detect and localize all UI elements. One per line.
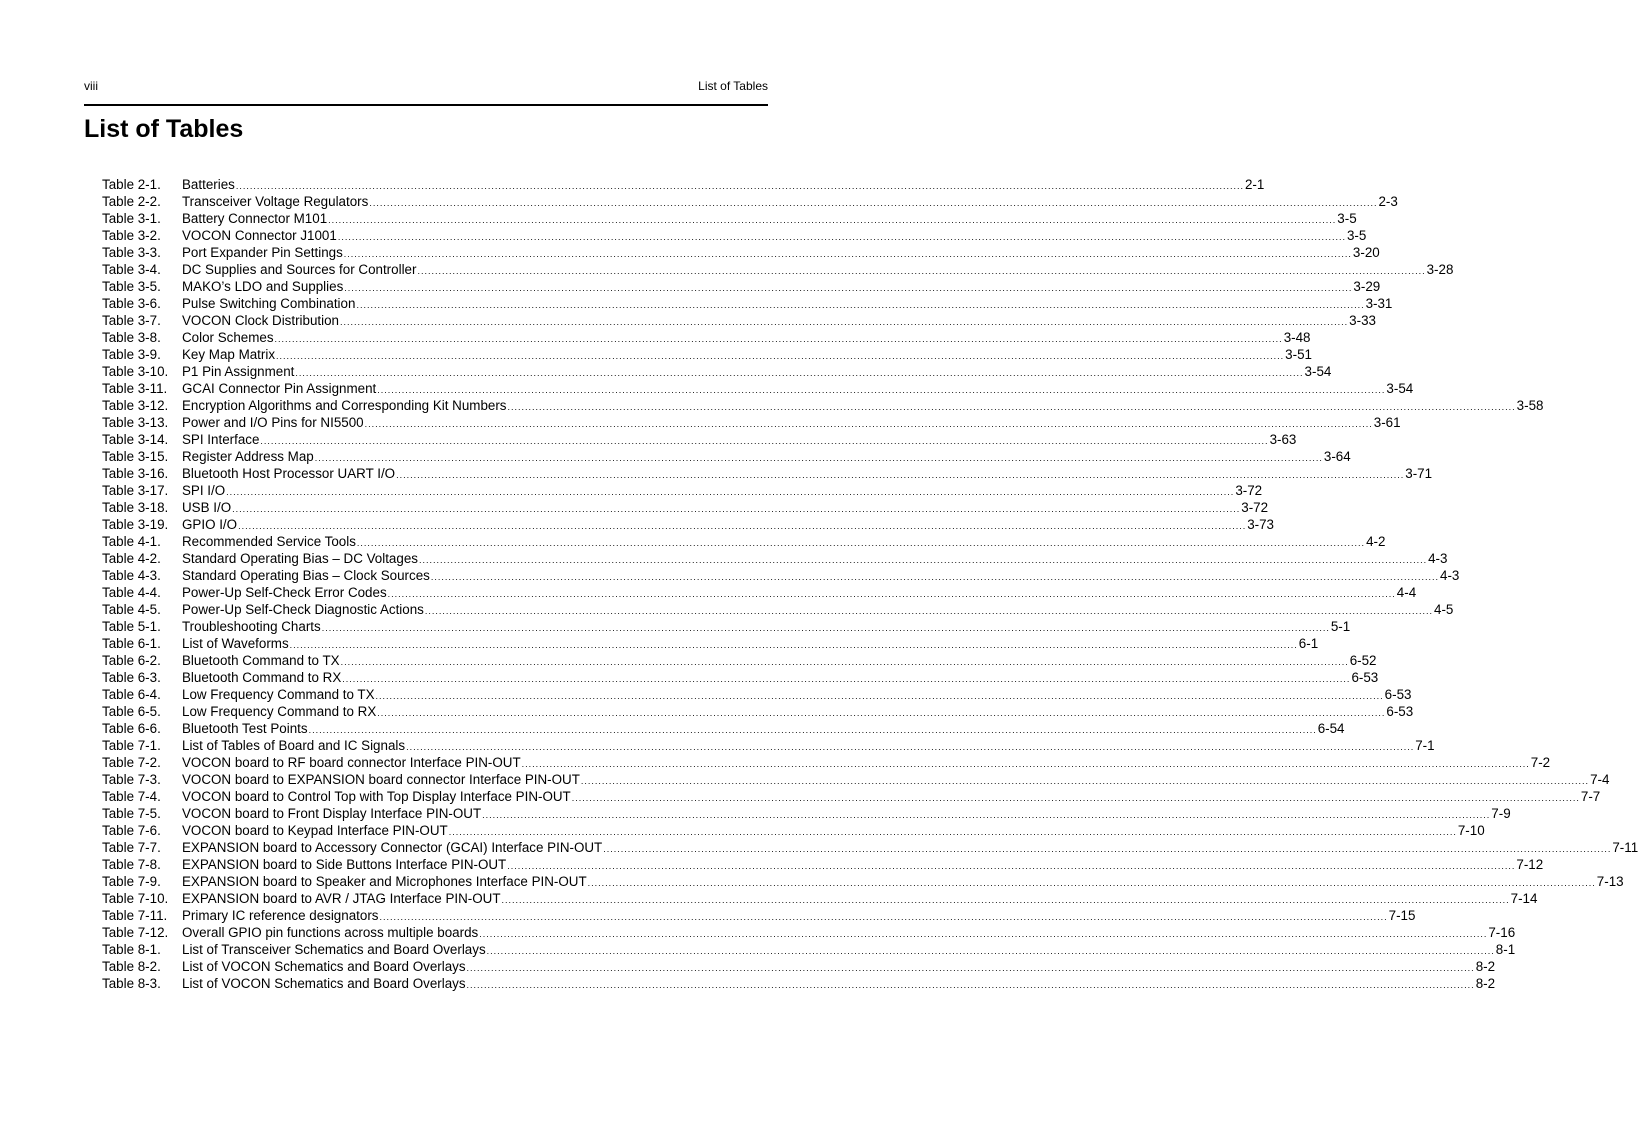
table-number: Table 2-2. bbox=[102, 194, 161, 209]
table-title: GPIO I/O bbox=[182, 517, 238, 532]
page-reference: 8-2 bbox=[1475, 959, 1496, 974]
table-title: Standard Operating Bias – Clock Sources bbox=[182, 568, 430, 583]
toc-entry[interactable] bbox=[102, 686, 1412, 703]
page-reference: 7-7 bbox=[1580, 789, 1601, 804]
table-number: Table 7-12. bbox=[102, 925, 169, 940]
dot-leader bbox=[377, 705, 1385, 722]
page-reference: 6-53 bbox=[1384, 687, 1412, 702]
table-number: Table 3-17. bbox=[102, 483, 169, 498]
toc-entry[interactable] bbox=[102, 346, 1312, 363]
dot-leader bbox=[522, 756, 1530, 773]
page-number: viii bbox=[84, 79, 98, 93]
table-title: EXPANSION board to Speaker and Microphones Interface PIN-OUT bbox=[182, 874, 587, 889]
toc-entry[interactable] bbox=[102, 431, 1297, 448]
table-title: GCAI Connector Pin Assignment bbox=[182, 381, 377, 396]
toc-entry[interactable] bbox=[102, 550, 1448, 567]
page-reference: 3-20 bbox=[1352, 245, 1380, 260]
toc-entry[interactable] bbox=[102, 652, 1377, 669]
dot-leader bbox=[581, 773, 1589, 790]
dot-leader bbox=[236, 178, 1244, 195]
dot-leader bbox=[603, 841, 1611, 858]
dot-leader bbox=[276, 348, 1284, 365]
table-number: Table 5-1. bbox=[102, 619, 161, 634]
page-reference: 7-10 bbox=[1457, 823, 1485, 838]
table-title: MAKO’s LDO and Supplies bbox=[182, 279, 344, 294]
table-number: Table 3-7. bbox=[102, 313, 161, 328]
table-title: VOCON Clock Distribution bbox=[182, 313, 340, 328]
toc-entry[interactable] bbox=[102, 771, 1610, 788]
page-reference: 6-52 bbox=[1349, 653, 1377, 668]
toc-entry[interactable] bbox=[102, 516, 1275, 533]
table-number: Table 3-11. bbox=[102, 381, 168, 396]
table-number: Table 6-2. bbox=[102, 653, 161, 668]
toc-entry[interactable] bbox=[102, 193, 1398, 210]
toc-entry[interactable] bbox=[102, 499, 1269, 516]
dot-leader bbox=[232, 501, 1240, 518]
table-number: Table 3-19. bbox=[102, 517, 169, 532]
page-reference: 8-1 bbox=[1495, 942, 1516, 957]
table-number: Table 8-3. bbox=[102, 976, 161, 991]
page-reference: 3-28 bbox=[1426, 262, 1454, 277]
table-title: Bluetooth Host Processor UART I/O bbox=[182, 466, 396, 481]
toc-entry[interactable] bbox=[102, 312, 1376, 329]
table-title: Battery Connector M101 bbox=[182, 211, 328, 226]
table-number: Table 2-1. bbox=[102, 177, 161, 192]
toc-entry[interactable] bbox=[102, 380, 1414, 397]
page-reference: 3-31 bbox=[1365, 296, 1393, 311]
dot-leader bbox=[260, 433, 1268, 450]
dot-leader bbox=[365, 416, 1373, 433]
table-number: Table 3-14. bbox=[102, 432, 169, 447]
table-title: Batteries bbox=[182, 177, 235, 192]
page-reference: 4-3 bbox=[1428, 551, 1448, 566]
page-reference: 4-5 bbox=[1434, 602, 1454, 617]
table-title: List of Transceiver Schematics and Board Overlays bbox=[182, 942, 486, 957]
table-title: P1 Pin Assignment bbox=[182, 364, 295, 379]
table-number: Table 6-3. bbox=[102, 670, 161, 685]
dot-leader bbox=[507, 858, 1515, 875]
page-reference: 7-14 bbox=[1510, 891, 1538, 906]
table-title: VOCON board to Front Display Interface PIN-OUT bbox=[182, 806, 482, 821]
table-number: Table 7-8. bbox=[102, 857, 161, 872]
page-reference: 7-1 bbox=[1415, 738, 1435, 753]
table-title: VOCON board to EXPANSION board connector Interface PIN-OUT bbox=[182, 772, 580, 787]
table-title: EXPANSION board to AVR / JTAG Interface PIN-OUT bbox=[182, 891, 501, 906]
dot-leader bbox=[487, 943, 1495, 960]
table-number: Table 3-15. bbox=[102, 449, 169, 464]
table-number: Table 3-3. bbox=[102, 245, 161, 260]
toc-entry[interactable] bbox=[102, 567, 1460, 584]
table-number: Table 4-3. bbox=[102, 568, 161, 583]
dot-leader bbox=[357, 535, 1365, 552]
table-number: Table 8-1. bbox=[102, 942, 161, 957]
dot-leader bbox=[315, 450, 1323, 467]
table-title: EXPANSION board to Side Buttons Interface PIN-OUT bbox=[182, 857, 507, 872]
dot-leader bbox=[341, 654, 1349, 671]
table-number: Table 6-1. bbox=[102, 636, 161, 651]
table-number: Table 4-4. bbox=[102, 585, 161, 600]
page-reference: 4-2 bbox=[1366, 534, 1386, 549]
dot-leader bbox=[388, 586, 1396, 603]
toc-entry[interactable] bbox=[102, 941, 1516, 958]
table-title: Low Frequency Command to TX bbox=[182, 687, 375, 702]
page-reference: 3-71 bbox=[1405, 466, 1433, 481]
table-number: Table 3-1. bbox=[102, 211, 161, 226]
dot-leader bbox=[328, 212, 1336, 229]
table-title: Port Expander Pin Settings bbox=[182, 245, 343, 260]
dot-leader bbox=[338, 229, 1346, 246]
table-number: Table 4-2. bbox=[102, 551, 161, 566]
table-number: Table 7-3. bbox=[102, 772, 161, 787]
dot-leader bbox=[344, 280, 1352, 297]
header-rule bbox=[84, 104, 768, 106]
toc-entry[interactable] bbox=[102, 465, 1433, 482]
page-reference: 3-48 bbox=[1283, 330, 1311, 345]
dot-leader bbox=[275, 331, 1283, 348]
dot-leader bbox=[425, 603, 1433, 620]
toc-entry[interactable] bbox=[102, 397, 1544, 414]
page-reference: 6-53 bbox=[1351, 670, 1379, 685]
table-number: Table 6-5. bbox=[102, 704, 161, 719]
page-reference: 6-53 bbox=[1386, 704, 1414, 719]
table-title: List of Tables of Board and IC Signals bbox=[182, 738, 406, 753]
table-title: Key Map Matrix bbox=[182, 347, 276, 362]
table-number: Table 3-18. bbox=[102, 500, 169, 515]
table-title: DC Supplies and Sources for Controller bbox=[182, 262, 417, 277]
toc-entry[interactable] bbox=[102, 822, 1485, 839]
table-title: Register Address Map bbox=[182, 449, 314, 464]
toc-entry[interactable] bbox=[102, 839, 1638, 856]
table-title: Power-Up Self-Check Error Codes bbox=[182, 585, 387, 600]
page-reference: 2-3 bbox=[1378, 194, 1398, 209]
page-reference: 7-13 bbox=[1596, 874, 1624, 889]
dot-leader bbox=[376, 688, 1384, 705]
toc-entry[interactable] bbox=[102, 227, 1367, 244]
toc-entry[interactable] bbox=[102, 720, 1345, 737]
page-reference: 4-4 bbox=[1396, 585, 1417, 600]
page-reference: 7-15 bbox=[1388, 908, 1416, 923]
dot-leader bbox=[419, 552, 1427, 569]
dot-leader bbox=[588, 875, 1596, 892]
table-number: Table 3-10. bbox=[102, 364, 169, 379]
toc-entry[interactable] bbox=[102, 210, 1357, 227]
table-number: Table 7-6. bbox=[102, 823, 161, 838]
dot-leader bbox=[467, 960, 1475, 977]
page-reference: 3-29 bbox=[1353, 279, 1381, 294]
toc-entry[interactable] bbox=[102, 601, 1454, 618]
page-reference: 7-2 bbox=[1530, 755, 1551, 770]
dot-leader bbox=[502, 892, 1510, 909]
table-list bbox=[102, 176, 1638, 992]
table-title: Recommended Service Tools bbox=[182, 534, 356, 549]
toc-entry[interactable] bbox=[102, 363, 1332, 380]
toc-entry[interactable] bbox=[102, 788, 1601, 805]
dot-leader bbox=[226, 484, 1234, 501]
toc-entry[interactable] bbox=[102, 669, 1379, 686]
toc-entry[interactable] bbox=[102, 754, 1551, 771]
table-title: SPI Interface bbox=[182, 432, 260, 447]
table-number: Table 3-13. bbox=[102, 415, 169, 430]
table-title: Power-Up Self-Check Diagnostic Actions bbox=[182, 602, 424, 617]
page-reference: 6-54 bbox=[1317, 721, 1345, 736]
table-title: Pulse Switching Combination bbox=[182, 296, 356, 311]
page-reference: 3-51 bbox=[1285, 347, 1312, 362]
table-title: Bluetooth Command to TX bbox=[182, 653, 340, 668]
page-reference: 7-4 bbox=[1590, 772, 1610, 787]
page-reference: 7-16 bbox=[1488, 925, 1516, 940]
toc-entry[interactable] bbox=[102, 584, 1417, 601]
page-reference: 3-54 bbox=[1304, 364, 1332, 379]
table-number: Table 3-2. bbox=[102, 228, 161, 243]
toc-entry[interactable] bbox=[102, 703, 1414, 720]
table-number: Table 7-4. bbox=[102, 789, 161, 804]
page-reference: 3-58 bbox=[1516, 398, 1544, 413]
dot-leader bbox=[238, 518, 1246, 535]
page-reference: 7-11 bbox=[1612, 840, 1638, 855]
table-title: USB I/O bbox=[182, 500, 232, 515]
toc-entry[interactable] bbox=[102, 448, 1351, 465]
page-reference: 8-2 bbox=[1475, 976, 1496, 991]
table-number: Table 8-2. bbox=[102, 959, 161, 974]
toc-entry[interactable] bbox=[102, 244, 1380, 261]
dot-leader bbox=[356, 297, 1364, 314]
table-title: Low Frequency Command to RX bbox=[182, 704, 377, 719]
toc-entry[interactable] bbox=[102, 873, 1624, 890]
page-title: List of Tables bbox=[84, 115, 244, 143]
table-title: Power and I/O Pins for NI5500 bbox=[182, 415, 364, 430]
dot-leader bbox=[417, 263, 1425, 280]
page-reference: 3-33 bbox=[1349, 313, 1376, 328]
table-number: Table 7-11. bbox=[102, 908, 168, 923]
page-reference: 6-1 bbox=[1298, 636, 1319, 651]
toc-entry[interactable] bbox=[102, 924, 1516, 941]
table-number: Table 3-8. bbox=[102, 330, 161, 345]
toc-entry[interactable] bbox=[102, 329, 1311, 346]
toc-entry[interactable] bbox=[102, 295, 1393, 312]
page-reference: 3-72 bbox=[1241, 500, 1269, 515]
table-title: List of Waveforms bbox=[182, 636, 289, 651]
page-reference: 7-12 bbox=[1516, 857, 1544, 872]
table-title: Troubleshooting Charts bbox=[182, 619, 321, 634]
table-number: Table 4-5. bbox=[102, 602, 161, 617]
toc-entry[interactable] bbox=[102, 414, 1401, 431]
page-reference: 3-73 bbox=[1247, 517, 1275, 532]
dot-leader bbox=[309, 722, 1317, 739]
dot-leader bbox=[431, 569, 1439, 586]
table-number: Table 4-1. bbox=[102, 534, 161, 549]
toc-entry[interactable] bbox=[102, 533, 1386, 550]
page-reference: 7-9 bbox=[1491, 806, 1511, 821]
table-title: VOCON board to Control Top with Top Display Interface PIN-OUT bbox=[182, 789, 571, 804]
table-title: Overall GPIO pin functions across multiple boards bbox=[182, 925, 479, 940]
table-number: Table 7-1. bbox=[102, 738, 161, 753]
dot-leader bbox=[369, 195, 1377, 212]
page-reference: 3-72 bbox=[1235, 483, 1263, 498]
running-head: List of Tables bbox=[698, 79, 768, 93]
dot-leader bbox=[377, 382, 1385, 399]
table-title: EXPANSION board to Accessory Connector (GCAI) Interface PIN-OUT bbox=[182, 840, 603, 855]
toc-entry[interactable] bbox=[102, 737, 1435, 754]
toc-entry[interactable] bbox=[102, 635, 1319, 652]
page-reference: 2-1 bbox=[1244, 177, 1265, 192]
table-title: VOCON board to RF board connector Interface PIN-OUT bbox=[182, 755, 521, 770]
dot-leader bbox=[322, 620, 1330, 637]
table-title: Color Schemes bbox=[182, 330, 274, 345]
dot-leader bbox=[508, 399, 1516, 416]
page-reference: 3-64 bbox=[1323, 449, 1351, 464]
table-title: List of VOCON Schematics and Board Overlays bbox=[182, 976, 466, 991]
table-number: Table 7-9. bbox=[102, 874, 161, 889]
table-number: Table 6-4. bbox=[102, 687, 161, 702]
dot-leader bbox=[344, 246, 1352, 263]
dot-leader bbox=[482, 807, 1490, 824]
toc-entry[interactable] bbox=[102, 890, 1538, 907]
page-reference: 3-61 bbox=[1373, 415, 1401, 430]
table-number: Table 7-10. bbox=[102, 891, 169, 906]
table-number: Table 3-5. bbox=[102, 279, 161, 294]
table-number: Table 3-16. bbox=[102, 466, 169, 481]
table-title: Encryption Algorithms and Corresponding Kit Numbers bbox=[182, 398, 507, 413]
table-number: Table 7-7. bbox=[102, 840, 161, 855]
table-number: Table 3-4. bbox=[102, 262, 161, 277]
toc-entry[interactable] bbox=[102, 176, 1265, 193]
toc-entry[interactable] bbox=[102, 261, 1454, 278]
page-reference: 3-54 bbox=[1386, 381, 1414, 396]
page-reference: 3-5 bbox=[1346, 228, 1367, 243]
table-title: Bluetooth Command to RX bbox=[182, 670, 342, 685]
table-number: Table 3-6. bbox=[102, 296, 161, 311]
dot-leader bbox=[406, 739, 1414, 756]
table-title: Transceiver Voltage Regulators bbox=[182, 194, 369, 209]
table-title: Standard Operating Bias – DC Voltages bbox=[182, 551, 418, 566]
table-title: List of VOCON Schematics and Board Overlays bbox=[182, 959, 466, 974]
dot-leader bbox=[379, 909, 1387, 926]
table-title: SPI I/O bbox=[182, 483, 226, 498]
dot-leader bbox=[340, 314, 1348, 331]
toc-entry[interactable] bbox=[102, 907, 1416, 924]
toc-entry[interactable] bbox=[102, 482, 1263, 499]
table-title: VOCON Connector J1001 bbox=[182, 228, 337, 243]
toc-entry[interactable] bbox=[102, 618, 1351, 635]
page-reference: 4-3 bbox=[1440, 568, 1460, 583]
dot-leader bbox=[290, 637, 1298, 654]
table-number: Table 3-9. bbox=[102, 347, 161, 362]
table-number: Table 7-2. bbox=[102, 755, 161, 770]
page-reference: 5-1 bbox=[1330, 619, 1351, 634]
table-title: Bluetooth Test Points bbox=[182, 721, 308, 736]
toc-entry[interactable] bbox=[102, 856, 1544, 873]
table-number: Table 6-6. bbox=[102, 721, 161, 736]
dot-leader bbox=[572, 790, 1580, 807]
dot-leader bbox=[467, 977, 1475, 994]
table-title: VOCON board to Keypad Interface PIN-OUT bbox=[182, 823, 448, 838]
dot-leader bbox=[342, 671, 1350, 688]
toc-entry[interactable] bbox=[102, 958, 1496, 975]
page-reference: 3-63 bbox=[1269, 432, 1297, 447]
table-title: Primary IC reference designators bbox=[182, 908, 379, 923]
dot-leader bbox=[479, 926, 1487, 943]
table-number: Table 7-5. bbox=[102, 806, 161, 821]
dot-leader bbox=[295, 365, 1303, 382]
page-reference: 3-5 bbox=[1337, 211, 1357, 226]
table-number: Table 3-12. bbox=[102, 398, 169, 413]
toc-entry[interactable] bbox=[102, 975, 1496, 992]
toc-entry[interactable] bbox=[102, 278, 1381, 295]
toc-entry[interactable] bbox=[102, 805, 1511, 822]
